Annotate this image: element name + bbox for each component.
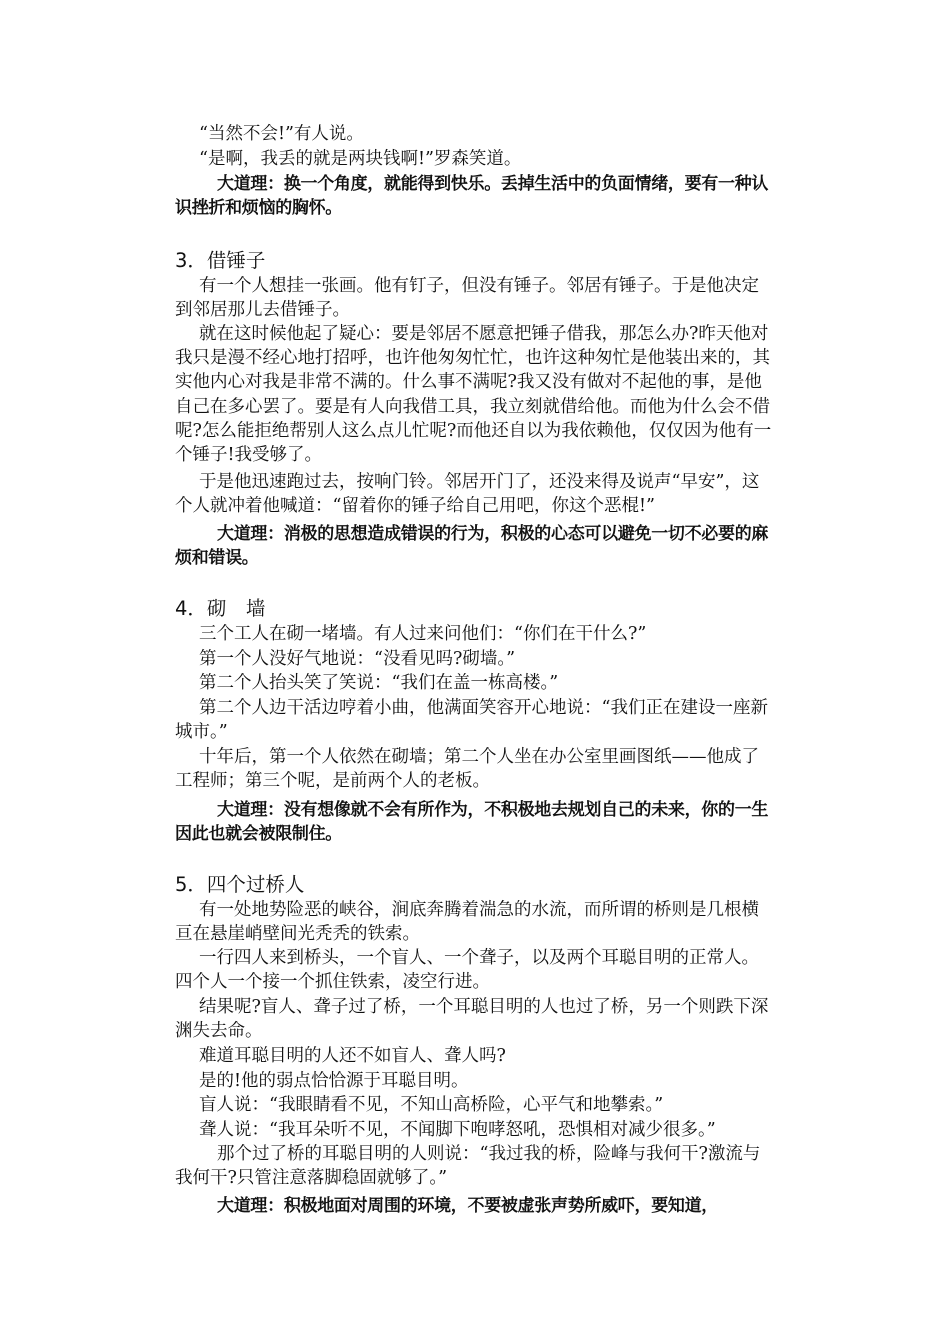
s4-lesson [175, 798, 775, 846]
s5-paragraph-2: 一行四人来到桥头，一个盲人、一个聋子，以及两个耳聪目明的正常人。四个人一个接一个抓住铁索，凌空行进。 [175, 948, 759, 993]
s5-paragraph-6: 盲人说：“我眼睛看不见，不知山高桥险，心平气和地攀索。” [199, 1095, 664, 1115]
lesson-lead: 大道理： [217, 1196, 284, 1216]
intro-lesson [175, 172, 775, 220]
lesson-lead: 大道理： [217, 524, 284, 544]
s5-paragraph-7: 聋人说：“我耳朵听不见，不闻脚下咆哮怒吼，恐惧相对减少很多。” [199, 1120, 716, 1140]
lesson-lead: 大道理： [217, 174, 284, 194]
lesson-text: 消极的思想造成错误的行为，积极的心态可以避免一切不必要的麻烦和错误。 [175, 524, 769, 569]
lesson-lead: 大道理： [217, 800, 284, 820]
lesson-text: 没有想像就不会有所作为，不积极地去规划自己的未来，你的一生因此也就会被限制住。 [175, 800, 769, 845]
lesson-text: 积极地面对周围的环境，不要被虚张声势所威吓，要知道， [283, 1196, 719, 1216]
s5-paragraph-8: 那个过了桥的耳聪目明的人则说：“我过我的桥，险峰与我何干?激流与我何干?只管注意落脚稳固就够了。” [175, 1144, 761, 1189]
s3-paragraph-2: 就在这时候他起了疑心：要是邻居不愿意把锤子借我，那怎么办?昨天他对我只是漫不经心地打招呼，也许他匆匆忙忙，也许这种匆忙是他装出来的，其实他内心对我是非常不满的。什么事不满呢?我又没有做对不起他的事，是他自己在多心罢了。要是有人向我借工具，我立刻就借给他。而他为什么会不借呢?怎么能拒绝帮别人这么点儿忙呢?而他还自以为我依赖他，仅仅因为他有一个锤子!我受够了。 [175, 324, 772, 466]
s3-paragraph-3: 于是他迅速跑过去，按响门铃。邻居开门了，还没来得及说声“早安”，这个人就冲着他喊道：“留着你的锤子给自己用吧，你这个恶棍!” [175, 472, 760, 517]
lesson-text: 换一个角度，就能得到快乐。丢掉生活中的负面情绪，要有一种认识挫折和烦恼的胸怀。 [175, 174, 769, 219]
s4-paragraph-3: 第二个人抬头笑了笑说：“我们在盖一栋高楼。” [199, 673, 559, 693]
s5-paragraph-1: 有一处地势险恶的峡谷，涧底奔腾着湍急的水流，而所谓的桥则是几根横亘在悬崖峭壁间光秃秃的铁索。 [175, 900, 759, 945]
s5-paragraph-5: 是的!他的弱点恰恰源于耳聪目明。 [199, 1071, 469, 1091]
intro-paragraph-1: “当然不会!”有人说。 [199, 124, 364, 144]
section-5-heading: 5．四个过桥人 [175, 873, 305, 896]
s5-paragraph-4: 难道耳聪目明的人还不如盲人、聋人吗? [199, 1046, 506, 1066]
section-4-heading: 4．砌 墙 [175, 597, 266, 620]
s4-paragraph-5: 十年后，第一个人依然在砌墙；第二个人坐在办公室里画图纸——他成了工程师；第三个呢，是前两个人的老板。 [175, 747, 759, 792]
intro-paragraph-2: “是啊，我丢的就是两块钱啊!”罗森笑道。 [199, 149, 522, 169]
s4-paragraph-2: 第一个人没好气地说：“没看见吗?砌墙。” [199, 649, 516, 669]
section-3-heading: 3．借锤子 [175, 249, 266, 272]
s5-lesson [175, 1194, 775, 1218]
s3-paragraph-1: 有一个人想挂一张画。他有钉子，但没有锤子。邻居有锤子。于是他决定到邻居那儿去借锤子。 [175, 276, 759, 321]
s5-paragraph-3: 结果呢?盲人、聋子过了桥，一个耳聪目明的人也过了桥，另一个则跌下深渊失去命。 [175, 997, 769, 1042]
s4-paragraph-1: 三个工人在砌一堵墙。有人过来问他们：“你们在干什么?” [199, 624, 647, 644]
s3-lesson [175, 522, 775, 570]
s4-paragraph-4: 第二个人边干活边哼着小曲，他满面笑容开心地说：“我们正在建设一座新城市。” [175, 698, 768, 743]
